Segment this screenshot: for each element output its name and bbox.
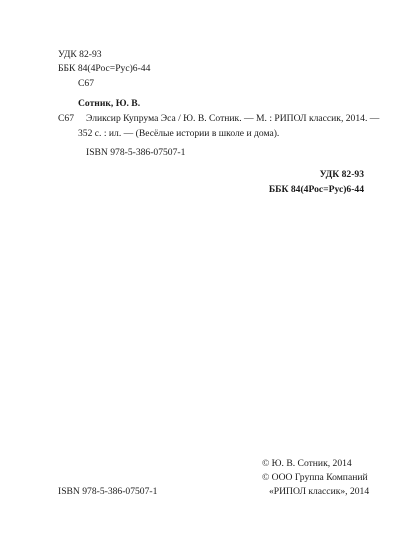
bbk-right: ББК 84(4Рос=Рус)6-44 xyxy=(268,184,364,195)
author-mark-top: С67 xyxy=(78,78,94,89)
record-mark: С67 xyxy=(58,113,74,124)
record-isbn: ISBN 978-5-386-07507-1 xyxy=(86,147,186,158)
copyright-line-2: © ООО Группа Компаний xyxy=(262,472,368,483)
copyright-line-1: © Ю. В. Сотник, 2014 xyxy=(262,458,352,469)
record-line-1: Эликсир Купрума Эса / Ю. В. Сотник. — М. : РИПОЛ классик, 2014. — xyxy=(86,113,380,124)
author-heading: Сотник, Ю. В. xyxy=(78,98,141,109)
copyright-line-3: «РИПОЛ классик», 2014 xyxy=(269,486,370,497)
footer-isbn: ISBN 978-5-386-07507-1 xyxy=(58,486,158,497)
bbk-top: ББК 84(4Рос=Рус)6-44 xyxy=(58,63,151,74)
record-line-2: 352 с. : ил. — (Весёлые истории в школе и дома). xyxy=(78,128,280,139)
udk-right: УДК 82-93 xyxy=(319,169,364,180)
udk-top: УДК 82-93 xyxy=(58,49,102,60)
